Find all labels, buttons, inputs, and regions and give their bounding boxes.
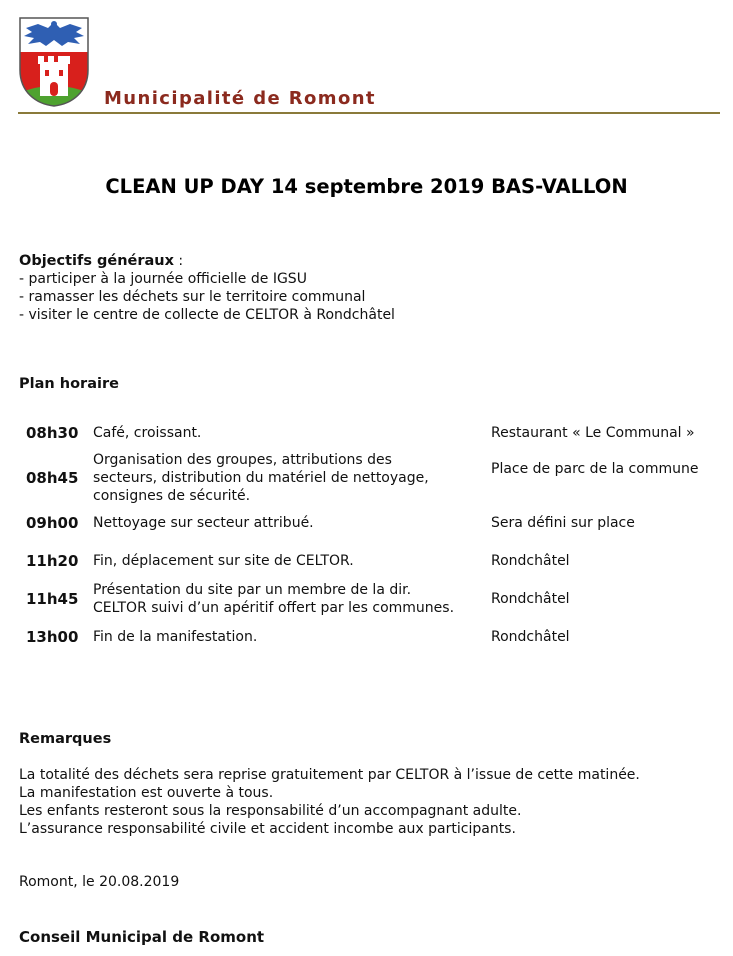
objective-item: - ramasser les déchets sur le territoire communal: [19, 289, 366, 305]
schedule-place: Sera défini sur place: [491, 515, 635, 531]
schedule-time: 08h30: [26, 424, 79, 442]
schedule-place: Rondchâtel: [491, 553, 570, 569]
remarks-heading: Remarques: [19, 731, 112, 747]
schedule-heading: Plan horaire: [19, 376, 119, 392]
objective-item: - visiter le centre de collecte de CELTOR à Rondchâtel: [19, 307, 395, 323]
activity-line: Fin, déplacement sur site de CELTOR.: [93, 553, 354, 569]
schedule-activity: [93, 514, 483, 532]
schedule-activity: [93, 628, 483, 646]
remark-line: La manifestation est ouverte à tous.: [19, 785, 274, 801]
activity-line: secteurs, distribution du matériel de nettoyage,: [93, 470, 429, 486]
objectives-heading: Objectifs généraux: [19, 253, 174, 269]
header-divider: [18, 112, 720, 114]
activity-line: Café, croissant.: [93, 425, 202, 441]
schedule-place: Place de parc de la commune: [491, 461, 699, 477]
coat-of-arms-icon: [18, 16, 90, 108]
signature: Conseil Municipal de Romont: [19, 928, 265, 946]
schedule-activity: [93, 581, 483, 617]
schedule-time: 13h00: [26, 628, 79, 646]
schedule-place: Rondchâtel: [491, 591, 570, 607]
remark-line: La totalité des déchets sera reprise gratuitement par CELTOR à l’issue de cette matinée.: [19, 767, 640, 783]
schedule-time: 11h20: [26, 552, 79, 570]
remarks-section: [19, 766, 640, 838]
schedule-time: 09h00: [26, 514, 79, 532]
municipality-name: Municipalité de Romont: [104, 88, 376, 109]
schedule-activity: [93, 552, 483, 570]
date-line: Romont, le 20.08.2019: [19, 874, 180, 890]
objective-item: - participer à la journée officielle de IGSU: [19, 271, 307, 287]
document-title: CLEAN UP DAY 14 septembre 2019 BAS-VALLON: [105, 175, 628, 198]
activity-line: Nettoyage sur secteur attribué.: [93, 515, 314, 531]
schedule-place: Restaurant « Le Communal »: [491, 425, 695, 441]
activity-line: Présentation du site par un membre de la dir.: [93, 582, 412, 598]
schedule-activity: [93, 424, 483, 442]
activity-line: consignes de sécurité.: [93, 488, 251, 504]
remark-line: Les enfants resteront sous la responsabilité d’un accompagnant adulte.: [19, 803, 522, 819]
activity-line: CELTOR suivi d’un apéritif offert par les communes.: [93, 600, 455, 616]
activity-line: Organisation des groupes, attributions des: [93, 452, 392, 468]
schedule-time: 08h45: [26, 469, 79, 487]
schedule-activity: [93, 451, 483, 505]
activity-line: Fin de la manifestation.: [93, 629, 258, 645]
schedule-time: 11h45: [26, 590, 79, 608]
remark-line: L’assurance responsabilité civile et accident incombe aux participants.: [19, 821, 516, 837]
objectives-colon: :: [173, 253, 184, 269]
schedule-place: Rondchâtel: [491, 629, 570, 645]
objectives-section: [19, 252, 395, 324]
